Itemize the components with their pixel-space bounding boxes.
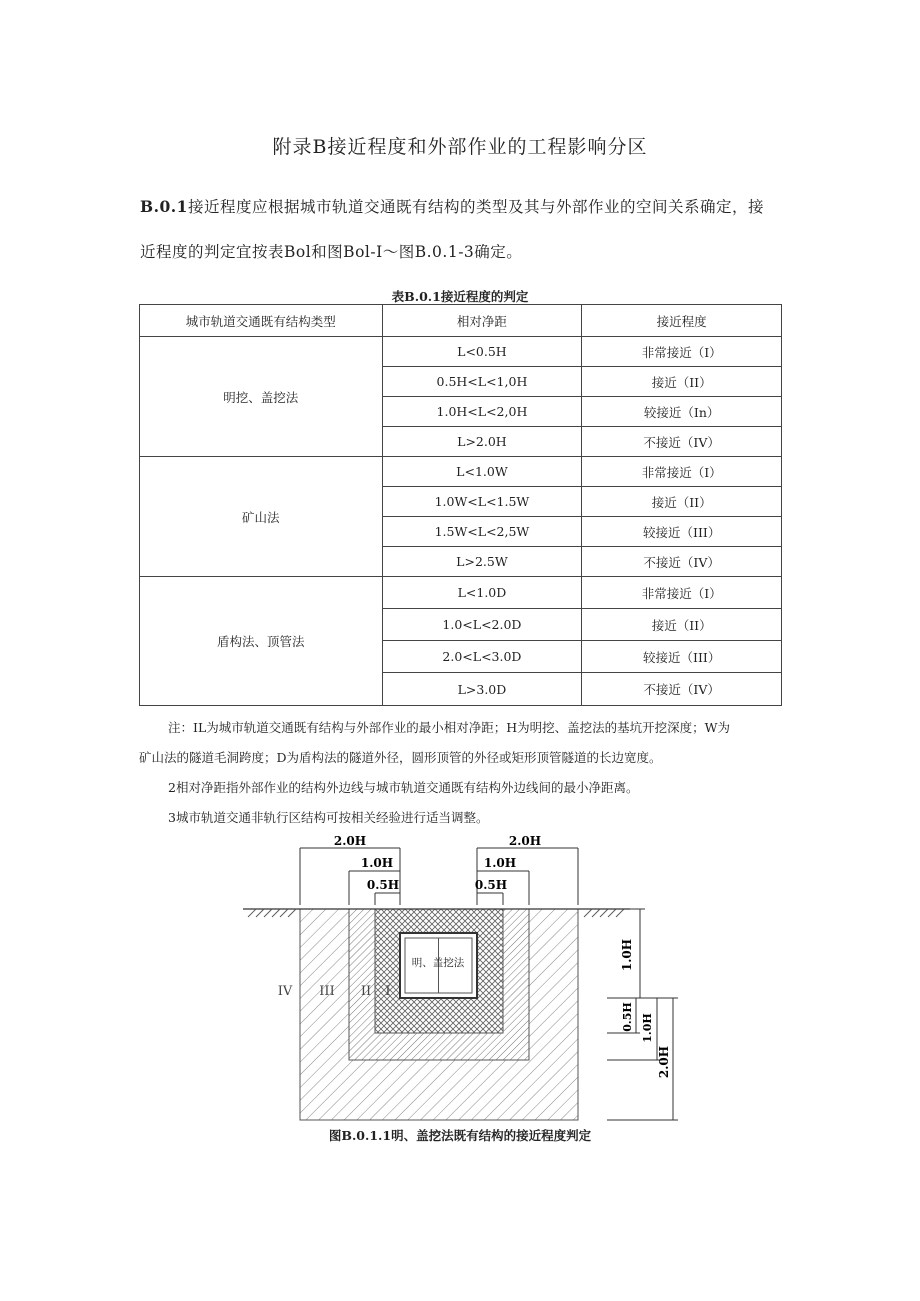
dim-right-1h-lower: 1.0H <box>641 1013 654 1043</box>
table-row <box>140 337 782 367</box>
table-header-row <box>140 305 782 337</box>
page-title: 附录B接近程度和外部作业的工程影响分区 <box>272 136 648 158</box>
header-distance: 相对净距 <box>382 305 582 337</box>
proximity-cell: 较接近（III） <box>582 641 782 673</box>
distance-cell: 1.0W<L<1.5W <box>382 487 582 517</box>
distance-cell: L>3.0D <box>382 673 582 706</box>
zone-label-iv: IV <box>277 984 293 999</box>
distance-cell: 0.5H<L<1,0H <box>382 367 582 397</box>
note-2: 2相对净距指外部作业的结构外边线与城市轨道交通既有结构外边线间的最小净距离。 <box>168 780 639 795</box>
soil-hatch-left <box>248 909 296 917</box>
proximity-cell: 非常接近（I） <box>582 337 782 367</box>
proximity-cell: 非常接近（I） <box>582 457 782 487</box>
paragraph-b01-cont: 近程度的判定宜按表Bol和图Bol-I～图B.0.1-3确定。 <box>140 243 523 261</box>
zone-label-i: I <box>385 984 391 999</box>
structure-type-cell: 盾构法、顶管法 <box>140 577 383 706</box>
zone-label-ii: II <box>360 984 372 999</box>
structure-label: 明、盖挖法 <box>411 957 465 969</box>
dim-top-right-1h: 1.0H <box>483 856 517 870</box>
dim-top-left-05h: 0.5H <box>366 878 400 892</box>
distance-cell: L>2.0H <box>382 427 582 457</box>
proximity-cell: 不接近（IV） <box>582 673 782 706</box>
soil-hatch-right <box>584 909 624 917</box>
proximity-cell: 接近（II） <box>582 367 782 397</box>
figure-caption: 图B.0.1.1明、盖挖法既有结构的接近程度判定 <box>328 1128 592 1143</box>
dim-right-2h: 2.0H <box>657 1045 671 1079</box>
note-1a: 注：IL为城市轨道交通既有结构与外部作业的最小相对净距；H为明挖、盖挖法的基坑开挖深度；W为 <box>168 720 730 735</box>
dim-top-right-2h: 2.0H <box>508 834 542 848</box>
distance-cell: L<0.5H <box>382 337 582 367</box>
distance-cell: 2.0<L<3.0D <box>382 641 582 673</box>
dim-top-right-05h: 0.5H <box>474 878 508 892</box>
proximity-cell: 不接近（IV） <box>582 427 782 457</box>
proximity-cell: 较接近（III） <box>582 517 782 547</box>
proximity-cell: 较接近（In） <box>582 397 782 427</box>
proximity-cell: 不接近（IV） <box>582 547 782 577</box>
proximity-diagram <box>0 820 920 1130</box>
header-proximity: 接近程度 <box>582 305 782 337</box>
distance-cell: L>2.5W <box>382 547 582 577</box>
structure-type-cell: 矿山法 <box>140 457 383 577</box>
dim-right-1h: 1.0H <box>620 938 634 972</box>
clause-number: B.0.1 <box>140 197 188 216</box>
note-3: 3城市轨道交通非轨行区结构可按相关经验进行适当调整。 <box>168 810 489 825</box>
dim-top-left-2h: 2.0H <box>333 834 367 848</box>
table-caption: 表B.0.1接近程度的判定 <box>391 289 529 304</box>
paragraph-b01 <box>140 195 764 217</box>
distance-cell: L<1.0D <box>382 577 582 609</box>
proximity-cell: 接近（II） <box>582 609 782 641</box>
proximity-cell: 接近（II） <box>582 487 782 517</box>
proximity-table <box>139 304 782 706</box>
note-1b: 矿山法的隧道毛洞跨度；D为盾构法的隧道外径，圆形顶管的外径或矩形顶管隧道的长边宽度。 <box>139 750 662 765</box>
table-row <box>140 577 782 609</box>
structure-type-cell: 明挖、盖挖法 <box>140 337 383 457</box>
zone-label-iii: III <box>319 984 335 999</box>
distance-cell: 1.0<L<2.0D <box>382 609 582 641</box>
distance-cell: L<1.0W <box>382 457 582 487</box>
proximity-cell: 非常接近（I） <box>582 577 782 609</box>
distance-cell: 1.0H<L<2,0H <box>382 397 582 427</box>
clause-text: 接近程度应根据城市轨道交通既有结构的类型及其与外部作业的空间关系确定，接 <box>187 198 764 216</box>
table-row <box>140 457 782 487</box>
dim-right-05h: 0.5H <box>621 1002 634 1032</box>
dim-top-left-1h: 1.0H <box>360 856 394 870</box>
header-structure-type: 城市轨道交通既有结构类型 <box>140 305 383 337</box>
distance-cell: 1.5W<L<2,5W <box>382 517 582 547</box>
